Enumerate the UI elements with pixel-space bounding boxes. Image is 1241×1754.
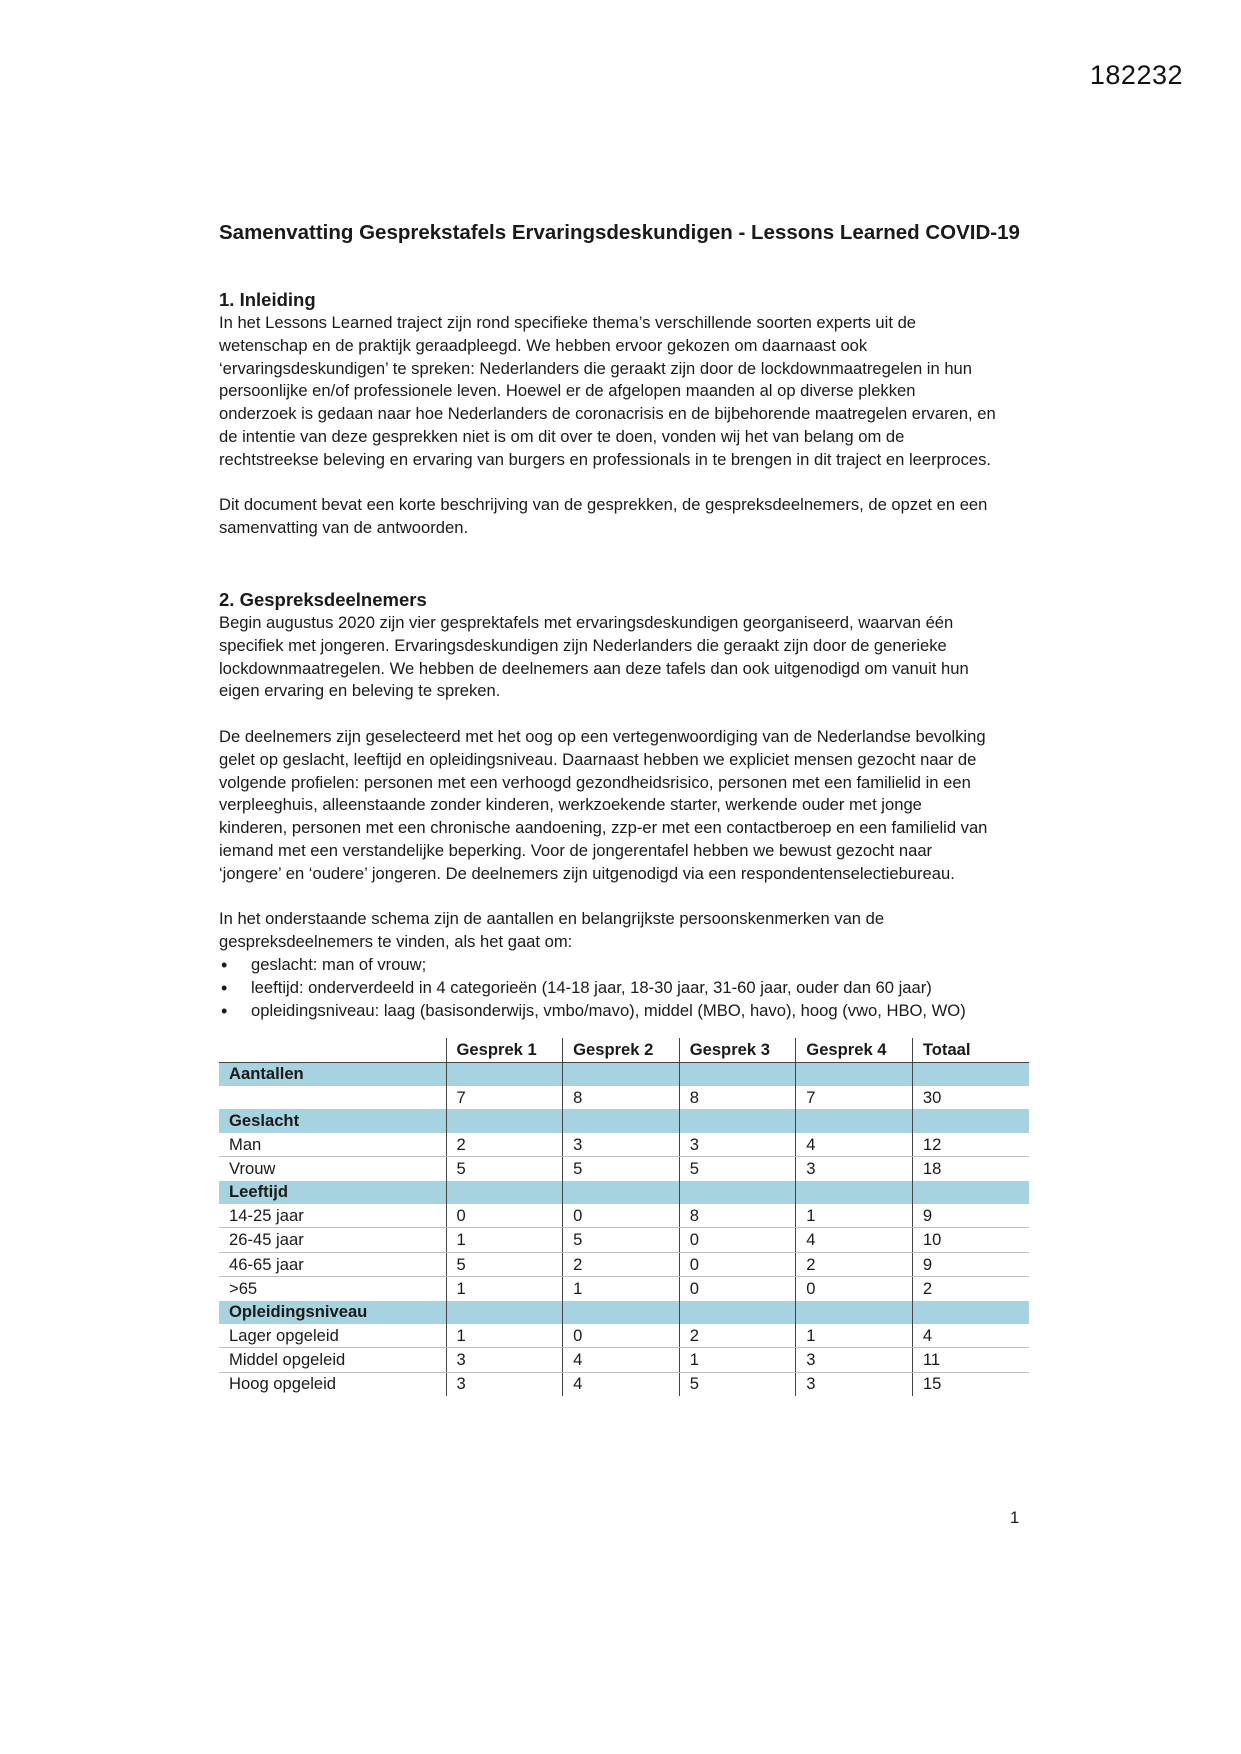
text-line: rechtstreekse beleving en ervaring van burgers en professionals in te brengen in dit traject en leerproces. — [219, 449, 992, 469]
list-item: • leeftijd: onderverdeeld in 4 categorieën (14-18 jaar, 18-30 jaar, 31-60 jaar, ouder dan 60 jaar) — [219, 977, 1029, 1000]
table-cell: 11 — [912, 1348, 1029, 1372]
table-row — [219, 1348, 1029, 1372]
table-cell: 1 — [563, 1277, 680, 1301]
table-cell: 0 — [679, 1277, 796, 1301]
list-item: • geslacht: man of vrouw; — [219, 954, 1029, 977]
paragraph-gesprekstafels — [219, 612, 1029, 703]
table-cell: 3 — [796, 1157, 913, 1181]
document-id: 182232 — [1089, 60, 1183, 90]
table-cell: 1 — [446, 1228, 563, 1252]
table-cell: 12 — [912, 1133, 1029, 1157]
table-cell: 7 — [796, 1086, 913, 1109]
table-cell: 0 — [563, 1324, 680, 1348]
table-cell: 5 — [563, 1228, 680, 1252]
text-line: volgende profielen: personen met een verhoogd gezondheidsrisico, personen met een familielid in een — [219, 772, 971, 792]
text-line: de intentie van deze gesprekken niet is om dit over te doen, vonden wij het van belang om de — [219, 426, 905, 446]
table-row — [219, 1204, 1029, 1228]
column-header: Gesprek 3 — [679, 1038, 796, 1062]
table-cell: 4 — [796, 1133, 913, 1157]
table-cell: 4 — [912, 1324, 1029, 1348]
table-cell: 1 — [679, 1348, 796, 1372]
table-cell: 2 — [563, 1252, 680, 1276]
column-header: Gesprek 4 — [796, 1038, 913, 1062]
text-line: specifiek met jongeren. Ervaringsdeskundigen zijn Nederlanders die geraakt zijn door de generieke — [219, 635, 947, 655]
table-cell: 1 — [796, 1204, 913, 1228]
table-cell: 1 — [446, 1277, 563, 1301]
paragraph-selectie — [219, 726, 1029, 886]
table-cell: 3 — [446, 1372, 563, 1396]
table-cell: 3 — [796, 1372, 913, 1396]
table-cell: 4 — [563, 1372, 680, 1396]
text-line: In het Lessons Learned traject zijn rond specifieke thema’s verschillende soorten experts uit de — [219, 313, 917, 332]
paragraph-document-scope — [219, 494, 1029, 540]
table-cell: 5 — [679, 1157, 796, 1181]
table-cell: 9 — [912, 1252, 1029, 1276]
table-cell: 0 — [796, 1277, 913, 1301]
paragraph-inleiding — [219, 312, 1029, 472]
table-cell: 8 — [679, 1204, 796, 1228]
text-line: Begin augustus 2020 zijn vier gesprektafels met ervaringsdeskundigen georganiseerd, waarvan één — [219, 612, 954, 632]
text-line: iemand met een verstandelijke beperking. Voor de jongerentafel hebben we bewust gezocht naar — [219, 840, 933, 860]
column-header: Gesprek 1 — [446, 1038, 563, 1062]
text-line: lockdownmaatregelen. We hebben de deelnemers aan deze tafels dan ook uitgenodigd om vanuit hun — [219, 658, 969, 678]
table-cell: 3 — [796, 1348, 913, 1372]
paragraph-schema-intro — [219, 908, 1029, 954]
table-cell: 5 — [563, 1157, 680, 1181]
table-cell: 0 — [563, 1204, 680, 1228]
column-header: Totaal — [912, 1038, 1029, 1062]
table-cell: 10 — [912, 1228, 1029, 1252]
group-label: Opleidingsniveau — [219, 1301, 446, 1324]
section-heading-inleiding: 1. Inleiding — [219, 289, 316, 310]
table-row — [219, 1252, 1029, 1276]
table-cell: 2 — [912, 1277, 1029, 1301]
table-cell: 0 — [446, 1204, 563, 1228]
text-line: De deelnemers zijn geselecteerd met het oog op een vertegenwoordiging van de Nederlandse bevolking — [219, 726, 986, 746]
text-line: kinderen, personen met een chronische aandoening, zzp-er met een contactberoep en een familielid van — [219, 818, 988, 838]
list-item: • opleidingsniveau: laag (basisonderwijs, vmbo/mavo), middel (MBO, havo), hoog (vwo, HBO, WO) — [219, 1000, 1029, 1023]
row-label: >65 — [229, 1278, 258, 1298]
row-label — [219, 1086, 446, 1109]
row-label: 26-45 jaar — [219, 1228, 446, 1252]
table-cell: 4 — [796, 1228, 913, 1252]
table-row — [219, 1157, 1029, 1181]
text-line: In het onderstaande schema zijn de aantallen en belangrijkste persoonskenmerken van de — [219, 909, 885, 929]
text-line: samenvatting van de antwoorden. — [219, 518, 469, 538]
text-line: Dit document bevat een korte beschrijving van de gesprekken, de gespreksdeelnemers, de opzet en een — [219, 495, 988, 515]
table-cell: 30 — [912, 1086, 1029, 1109]
group-label: Geslacht — [219, 1109, 446, 1132]
table-cell: 8 — [563, 1086, 680, 1109]
table-cell: 4 — [563, 1348, 680, 1372]
column-header — [219, 1038, 446, 1062]
table-cell: 2 — [679, 1324, 796, 1348]
table-group-row — [219, 1109, 1029, 1132]
table-row — [219, 1133, 1029, 1157]
text-line: persoonlijke en/of professionele leven. Hoewel er de afgelopen maanden al op diverse plekken — [219, 381, 916, 401]
table-row — [219, 1086, 1029, 1109]
table-cell: 5 — [679, 1372, 796, 1396]
table-cell: 3 — [446, 1348, 563, 1372]
table-cell: 1 — [796, 1324, 913, 1348]
table-cell: 15 — [912, 1372, 1029, 1396]
row-label: Middel opgeleid — [219, 1348, 446, 1372]
page-number: 1 — [1010, 1508, 1020, 1527]
participants-table — [219, 1038, 1029, 1396]
row-label: Man — [219, 1133, 446, 1157]
row-label: Vrouw — [229, 1158, 276, 1178]
table-cell: 9 — [912, 1204, 1029, 1228]
table-cell: 7 — [446, 1086, 563, 1109]
row-label: 46-65 jaar — [219, 1252, 446, 1276]
text-line: gespreksdeelnemers te vinden, als het gaat om: — [219, 932, 573, 952]
table-header-row — [219, 1038, 1029, 1062]
table-cell: 0 — [679, 1228, 796, 1252]
table-cell: 5 — [446, 1157, 563, 1181]
section-heading-gespreksdeelnemers: 2. Gespreksdeelnemers — [219, 588, 427, 610]
document-body — [219, 220, 1029, 1396]
table-row — [219, 1277, 1029, 1301]
text-line: gelet op geslacht, leeftijd en opleidingsniveau. Daarnaast hebben we expliciet mensen gezocht naar de — [219, 749, 977, 769]
table-cell: 2 — [796, 1252, 913, 1276]
row-label: Lager opgeleid — [219, 1324, 446, 1348]
row-label: Hoog opgeleid — [229, 1374, 337, 1394]
table-row — [219, 1324, 1029, 1348]
table-cell: 18 — [912, 1157, 1029, 1181]
document-title: Samenvatting Gesprekstafels Ervaringsdeskundigen - Lessons Learned COVID-19 — [219, 221, 1020, 244]
text-line: eigen ervaring en beleving te spreken. — [219, 681, 501, 701]
text-line: verpleeghuis, alleenstaande zonder kinderen, werkzoekende starter, werkende ouder met jonge — [219, 795, 922, 815]
characteristics-list — [219, 954, 1029, 1022]
table-cell: 3 — [563, 1133, 680, 1157]
text-line: onderzoek is gedaan naar hoe Nederlanders de coronacrisis en de bijbehorende maatregelen ervaren, en — [219, 404, 996, 424]
table-group-row — [219, 1062, 1029, 1086]
text-line: ‘jongere’ en ‘oudere’ jongeren. De deelnemers zijn uitgenodigd via een respondentenselectiebureau. — [219, 863, 955, 883]
table-cell: 8 — [679, 1086, 796, 1109]
table-cell: 5 — [446, 1252, 563, 1276]
table-cell: 0 — [679, 1252, 796, 1276]
table-row — [219, 1372, 1029, 1396]
table-cell: 3 — [679, 1133, 796, 1157]
table-cell: 1 — [446, 1324, 563, 1348]
group-label: Leeftijd — [219, 1181, 446, 1204]
text-line: wetenschap en de praktijk geraadpleegd. We hebben ervoor gekozen om daarnaast ook — [219, 335, 868, 355]
table-group-row — [219, 1181, 1029, 1204]
group-label: Aantallen — [219, 1062, 446, 1086]
table-row — [219, 1228, 1029, 1252]
table-cell: 2 — [446, 1133, 563, 1157]
table-group-row — [219, 1301, 1029, 1324]
column-header: Gesprek 2 — [563, 1038, 680, 1062]
row-label: 14-25 jaar — [219, 1204, 446, 1228]
text-line: ‘ervaringsdeskundigen’ te spreken: Nederlanders die geraakt zijn door de lockdownmaatregelen in hun — [219, 358, 973, 378]
